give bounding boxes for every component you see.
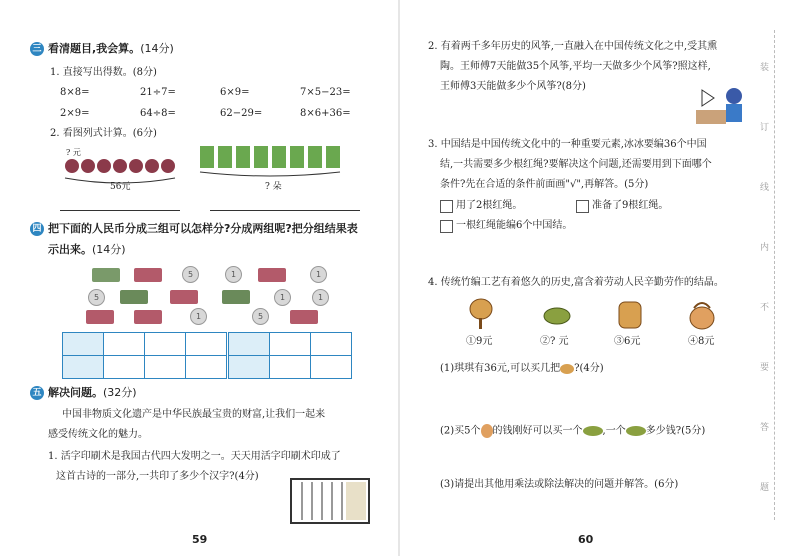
problem-2-line-3: 王师傅3天能做多少个风筝?(8分): [440, 81, 586, 92]
calc-item: 2×9=: [60, 108, 90, 119]
coin: 5: [88, 289, 105, 306]
section-3-title: 看清题目,我会算。(14分): [48, 42, 174, 55]
binding-text: 线: [760, 183, 770, 193]
bamboo-turtle-icon: [626, 426, 646, 436]
flower-illustration: [198, 146, 358, 182]
price-3: ③6元: [614, 336, 641, 347]
coin: 1: [312, 289, 329, 306]
problem-2-line-1: 2. 有着两千多年历史的风筝,一直融入在中国传统文化之中,受其熏: [428, 41, 718, 52]
binding-text: 不: [760, 303, 770, 313]
price-4: ④8元: [688, 336, 715, 347]
coin: 1: [274, 289, 291, 306]
banknote: [134, 310, 162, 324]
bamboo-bag-icon: [481, 424, 493, 438]
calc-item: 8×6+36=: [300, 108, 351, 119]
coin: 1: [310, 266, 327, 283]
intro-line-2: 感受传统文化的魅力。: [48, 429, 148, 440]
sub-question-2: (2)买5个 的钱刚好可以买一个 ,一个 多少钱?(5分): [440, 425, 706, 437]
option-checkbox-3[interactable]: [440, 220, 453, 233]
q2-left-total: 56元: [110, 182, 131, 192]
intro-line-1: 中国非物质文化遗产是中华民族最宝贵的财富,让我们一起来: [62, 409, 326, 420]
calc-item: 62−29=: [220, 108, 263, 119]
option-checkbox-1[interactable]: [440, 200, 453, 213]
problem-3-line-2: 结,一共需要多少根红绳?要解决这个问题,还需要用到下面哪个: [440, 159, 712, 170]
coin: 5: [252, 308, 269, 325]
banknote: [120, 290, 148, 304]
problem-3-line-1: 3. 中国结是中国传统文化中的一种重要元素,冰冰要编36个中国: [428, 139, 707, 150]
calc-item: 8×8=: [60, 87, 90, 98]
section-3-badge: 三: [30, 42, 44, 56]
banknote: [258, 268, 286, 282]
binding-text: 要: [760, 363, 770, 373]
bamboo-turtle-icon: [583, 426, 603, 436]
sub-question-3: (3)请提出其他用乘法或除法解决的问题并解答。(6分): [440, 479, 679, 490]
answer-line[interactable]: [60, 210, 180, 211]
problem-1-line-1: 1. 活字印刷术是我国古代四大发明之一。天天用活字印刷术印成了: [48, 451, 341, 462]
right-page: [400, 0, 800, 556]
option-checkbox-2[interactable]: [576, 200, 589, 213]
bamboo-bag-icon: [688, 296, 716, 330]
coin: 1: [225, 266, 242, 283]
binding-text: 答: [760, 423, 770, 433]
option-2-label: 准备了9根红绳。: [592, 200, 669, 211]
problem-2-line-2: 陶。王师傅7天能做35个风筝,平均一天做多少个风筝?照这样,: [440, 61, 711, 72]
banknote: [170, 290, 198, 304]
two-group-table[interactable]: [228, 332, 352, 379]
coin: 5: [182, 266, 199, 283]
banknote: [86, 310, 114, 324]
bamboo-basket-icon: [616, 296, 644, 330]
calc-item: 6×9=: [220, 87, 250, 98]
option-1-label: 用了2根红绳。: [456, 200, 523, 211]
bamboo-turtle-icon: [542, 304, 572, 326]
kite-maker-illustration: [694, 84, 750, 128]
page-number: 59: [192, 533, 208, 546]
price-1: ①9元: [466, 336, 493, 347]
section-5-title: 解决问题。(32分): [48, 386, 137, 399]
price-2: ②? 元: [540, 336, 569, 347]
section-4-title-cont: 示出来。(14分): [48, 243, 126, 256]
banknote: [134, 268, 162, 282]
banknote: [222, 290, 250, 304]
q2-label: 2. 看图列式计算。(6分): [50, 128, 157, 139]
calc-item: 7×5−23=: [300, 87, 351, 98]
q1-label: 1. 直接写出得数。(8分): [50, 67, 157, 78]
problem-1-line-2: 这首古诗的一部分,一共印了多少个汉字?(4分): [56, 471, 259, 482]
movable-type-illustration: [290, 478, 370, 524]
binding-text: 内: [760, 243, 770, 253]
bamboo-fan-icon: [468, 298, 494, 330]
calc-item: 64÷8=: [140, 108, 176, 119]
q2-left-question: ? 元: [66, 148, 81, 157]
binding-text: 题: [760, 483, 770, 493]
problem-3-line-3: 条件?先在合适的条件前面画"√",再解答。(5分): [440, 179, 649, 190]
binding-text: 订: [760, 123, 770, 133]
sub-question-1: (1)琪琪有36元,可以买几把 ?(4分): [440, 363, 604, 374]
page-number: 60: [578, 533, 594, 546]
section-5-badge: 五: [30, 386, 44, 400]
calc-item: 21÷7=: [140, 87, 176, 98]
coin: 1: [190, 308, 207, 325]
section-4-badge: 四: [30, 222, 44, 236]
banknote: [290, 310, 318, 324]
option-3-label: 一根红绳能编6个中国结。: [456, 220, 573, 231]
bamboo-fan-icon: [560, 364, 574, 374]
section-4-title: 把下面的人民币分成三组可以怎样分?分成两组呢?把分组结果表: [48, 222, 358, 235]
binding-line: [774, 30, 776, 520]
banknote: [92, 268, 120, 282]
binding-text: 装: [760, 63, 770, 73]
answer-line[interactable]: [210, 210, 360, 211]
problem-4-intro: 4. 传统竹编工艺有着悠久的历史,富含着劳动人民辛勤劳作的结晶。: [428, 277, 724, 288]
q2-right-question: ? 朵: [265, 182, 282, 192]
three-group-table[interactable]: [62, 332, 227, 379]
